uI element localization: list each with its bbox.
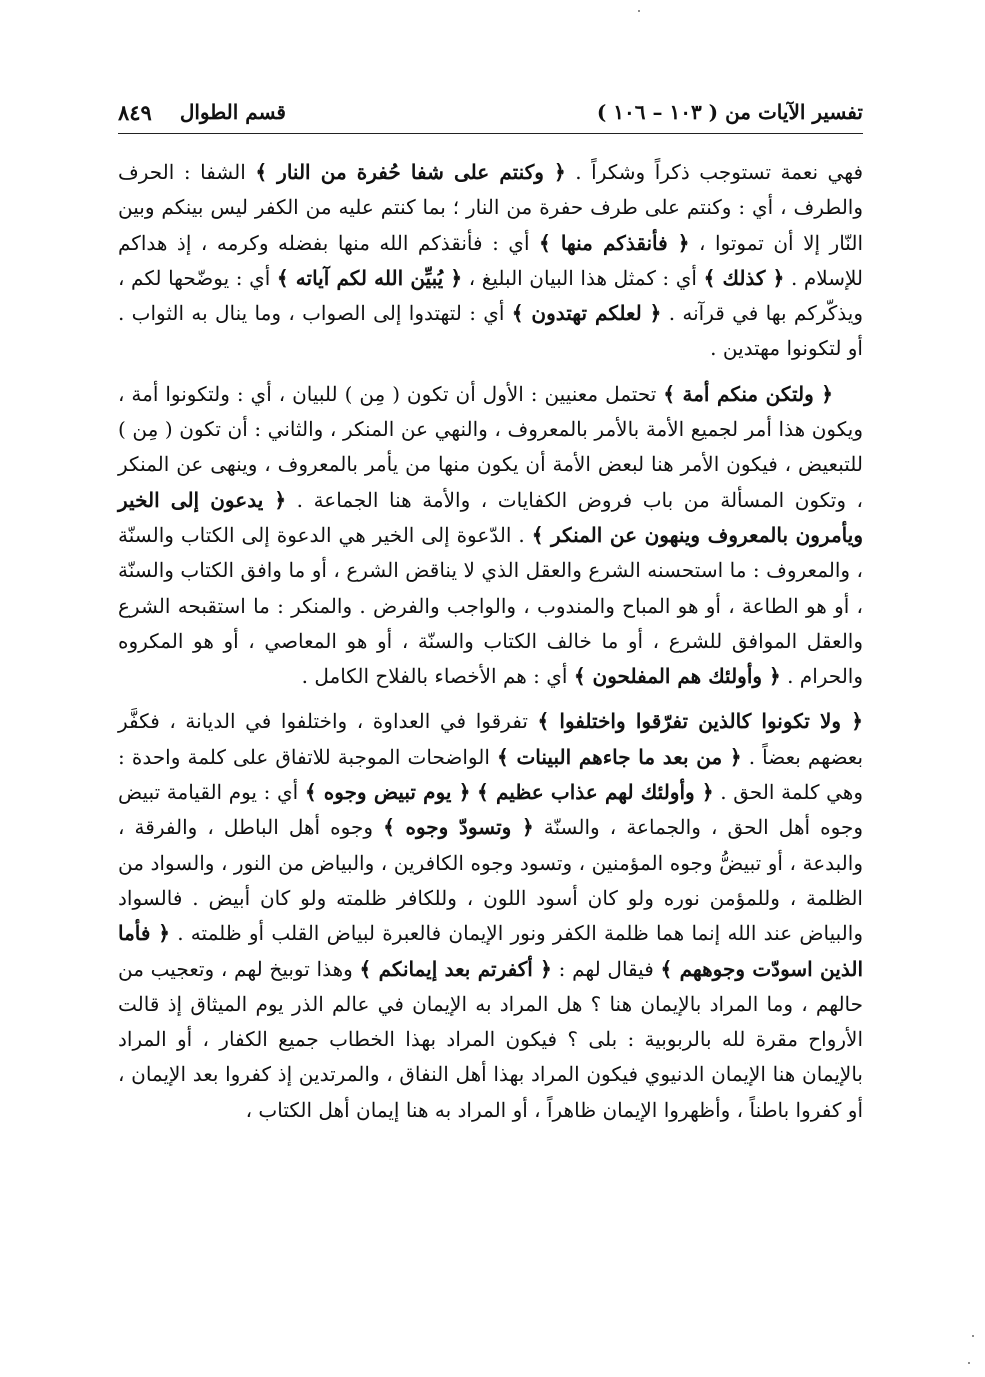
running-header	[118, 95, 863, 129]
commentary-text: أي : لتهتدوا إلى الصواب ، وما ينال به الثواب . أو لتكونوا مهتدين .	[118, 301, 863, 361]
quran-quote: ﴿ وأولئك لهم عذاب عظيم ﴾	[477, 780, 714, 805]
commentary-text: أي : فأنقذكم الله منها بفضله وكرمه ، إذ هداكم للإسلام .	[118, 230, 863, 290]
quran-quote: ﴿ من بعد ما جاءهم البينات ﴾	[497, 744, 742, 769]
commentary-text: الشفا : الحرف والطرف ، أي : وكنتم على طرف حفرة من النار ؛ بما كنتم عليه من الكفر ليس بينكم وبين النّار إلا أن تموتوا ،	[118, 160, 863, 255]
quran-quote: ﴿ أكفرتم بعد إيمانكم ﴾	[359, 956, 552, 981]
commentary-text: أي : هم الأخصاء بالفلاح الكامل .	[301, 664, 574, 689]
commentary-text: فهي نعمة تستوجب ذكراً وشكراً .	[565, 160, 863, 184]
paragraph-2	[118, 377, 863, 695]
commentary-text: الواضحات الموجبة للاتفاق على كلمة واحدة : وهي كلمة الحق .	[118, 744, 863, 805]
scan-speck	[968, 1362, 970, 1364]
paragraph-3	[118, 704, 863, 1128]
commentary-text: فيقال لهم :	[551, 956, 661, 981]
quran-quote: ﴿ فأما الذين اسودّت وجوههم ﴾	[118, 921, 864, 981]
commentary-text: أي : يوضّحها لكم ، ويذكّركم بها في قرآنه .	[118, 265, 863, 326]
quran-quote: ﴿ فأنقذكم منها ﴾	[539, 230, 690, 255]
commentary-text: وهذا توبيخ لهم ، وتعجيب من حالهم ، وما المراد بالإيمان هنا ؟ هل المراد به الإيمان في عالم الذر يوم الميثاق إذ قالت الأرواح مقرة لله بالربوبية : بلى ؟ فيكون المراد بهذا الخطاب جميع الكفار ، أو المراد بالإيمان هنا الإيمان الدنيوي فيكون المراد بهذا أهل النفاق ، والمرتدين إذ كفروا بعد الإيمان ، أو كفروا باطناً ، وأظهروا الإيمان ظاهراً ، أو المراد به هنا إيمان أهل الكتاب ،	[118, 956, 863, 1122]
body-text	[118, 155, 863, 1138]
commentary-text: وجوه أهل الباطل ، والفرقة ، والبدعة ، أو تبيضُّ وجوه المؤمنين ، وتسود وجوه الكافرين ، والبياض من النور ، والسواد من الظلمة ، وللمؤمن نوره ولو كان أسود اللون ، وللكافر ظلمته ولو كان أبيض . فالسواد والبياض عند الله إنما هما ظلمة الكفر ونور الإيمان فالعبرة لبياض القلب أو ظلمته .	[118, 815, 863, 946]
quran-quote: ﴿ يدعون إلى الخير ويأمرون بالمعروف وينهون عن المنكر ﴾	[118, 487, 863, 547]
quran-quote: ﴿ وأولئك هم المفلحون ﴾	[573, 664, 781, 689]
header-section: قسم الطوال	[179, 100, 286, 124]
paragraph-1	[118, 155, 863, 367]
page-number: ٨٤٩	[118, 99, 152, 125]
scan-speck	[638, 10, 640, 12]
quran-quote: ﴿ وتسودّ وجوه ﴾	[383, 815, 534, 840]
quran-quote: ﴿ يوم تبيض وجوه ﴾	[304, 780, 471, 805]
header-rule	[118, 133, 863, 134]
quran-quote: ﴿ يُبيِّن الله لكم آياته ﴾	[276, 265, 463, 290]
quran-quote: ﴿ ولتكن منكم أمة ﴾	[663, 381, 833, 406]
header-title: تفسير الآيات من ( ١٠٣ – ١٠٦ )	[596, 100, 863, 124]
commentary-text: تفرقوا في العداوة ، واختلفوا في الديانة ، فكفَّر بعضهم بعضاً .	[118, 709, 864, 769]
scan-speck	[972, 1335, 974, 1337]
commentary-text: تحتمل معنيين : الأول أن تكون ( مِن ) للبيان ، أي : ولتكونوا أمة ، ويكون هذا أمر لجميع الأمة بالأمر بالمعروف ، والنهي عن المنكر ، والثاني : أن تكون ( مِن ) للتبعيض ، فيكون الأمر هنا لبعض الأمة أن يكون منها من يأمر بالمعروف ، وينهى عن المنكر ، وتكون المسألة من باب فروض الكفايات ، والأمة هنا الجماعة .	[118, 381, 864, 512]
commentary-text: أي : كمثل هذا البيان البليغ ،	[462, 265, 704, 290]
commentary-text: . الدّعوة إلى الخير هي الدعوة إلى الكتاب والسنّة ، والمعروف : ما استحسنه الشرع والعقل الذي لا يناقض الشرع ، أو ما وافق الكتاب والسنّة ، أو هو الطاعة ، أو هو المباح والمندوب ، والواجب والفرض . والمنكر : ما استقبحه الشرع والعقل الموافق للشرع ، أو ما خالف الكتاب والسنّة ، أو هو المعاصي ، أو هو المكروه والحرام .	[118, 522, 863, 689]
quran-quote: ﴿ كذلك ﴾	[703, 265, 785, 290]
commentary-text: أي : يوم القيامة تبيض وجوه أهل الحق ، والجماعة ، والسنّة	[118, 780, 863, 840]
quran-quote: ﴿ وكنتم على شفا حُفرة من النار ﴾	[255, 160, 566, 184]
quran-quote: ﴿ لعلكم تهتدون ﴾	[511, 301, 662, 326]
header-left-group	[118, 100, 286, 125]
quran-quote: ﴿ ولا تكونوا كالذين تفرّقوا واختلفوا ﴾	[537, 709, 863, 734]
